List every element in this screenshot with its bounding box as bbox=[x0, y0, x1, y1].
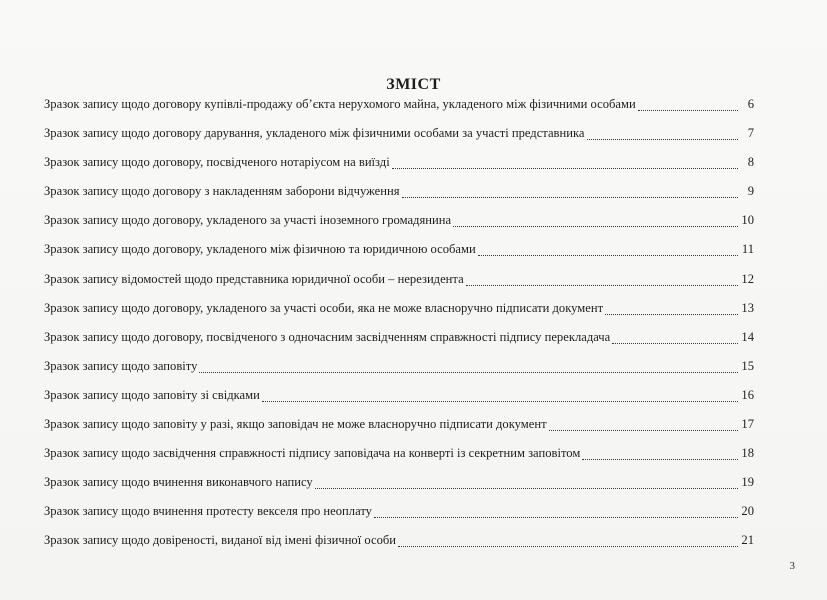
toc-leader-dots bbox=[582, 459, 738, 460]
toc-entry bbox=[44, 504, 754, 522]
toc-leader-dots bbox=[315, 488, 738, 489]
toc-entry bbox=[44, 126, 754, 144]
toc-entry-page: 20 bbox=[741, 504, 754, 519]
toc-entry-text: Зразок запису щодо заповіту у разі, якщо заповідач не може власноручно підписати документ bbox=[44, 417, 547, 432]
toc-leader-dots bbox=[638, 110, 738, 111]
toc-entry bbox=[44, 155, 754, 173]
toc-entry-text: Зразок запису щодо вчинення виконавчого напису bbox=[44, 475, 313, 490]
toc-entry-text: Зразок запису щодо договору дарування, укладеного між фізичними особами за участі представника bbox=[44, 126, 585, 141]
toc-leader-dots bbox=[612, 343, 738, 344]
page-title: ЗМІСТ bbox=[386, 76, 441, 93]
toc-entry-text: Зразок запису щодо заповіту зі свідками bbox=[44, 387, 260, 402]
toc-entry-page: 15 bbox=[741, 358, 754, 373]
toc-entry-page: 17 bbox=[741, 417, 754, 432]
toc-entry-text: Зразок запису щодо договору, укладеного за участі іноземного громадянина bbox=[44, 213, 452, 228]
toc-leader-dots bbox=[453, 226, 738, 227]
toc-entry bbox=[44, 533, 754, 551]
toc-entry-text: Зразок запису відомостей щодо представника юридичної особи – нерезидента bbox=[44, 271, 464, 286]
toc-leader-dots bbox=[398, 546, 738, 547]
toc-leader-dots bbox=[466, 285, 738, 286]
toc-entry-text: Зразок запису щодо довіреності, виданої від імені фізичної особи bbox=[44, 533, 397, 548]
toc-entry-page: 19 bbox=[741, 475, 754, 490]
toc-entry-page: 14 bbox=[741, 329, 754, 344]
toc-entry bbox=[44, 97, 754, 115]
toc-entry bbox=[44, 475, 754, 493]
page-number: 3 bbox=[789, 560, 795, 572]
toc-entry bbox=[44, 388, 754, 406]
toc-entry-text: Зразок запису щодо договору з накладенням заборони відчуження bbox=[44, 184, 400, 199]
toc-entry-page: 6 bbox=[747, 97, 754, 111]
toc-entry bbox=[44, 242, 754, 260]
toc-entry bbox=[44, 213, 754, 231]
toc-leader-dots bbox=[402, 197, 738, 198]
toc-leader-dots bbox=[392, 168, 738, 169]
toc-entry-page: 21 bbox=[741, 533, 754, 548]
toc-entry bbox=[44, 446, 754, 464]
toc-entry-page: 12 bbox=[741, 271, 754, 286]
toc-entry-text: Зразок запису щодо заповіту bbox=[44, 358, 198, 373]
toc-entry-page: 16 bbox=[741, 387, 754, 402]
toc-entry-page: 8 bbox=[747, 155, 754, 170]
toc-leader-dots bbox=[478, 255, 738, 256]
toc-entry-page: 7 bbox=[747, 126, 754, 141]
toc-entry bbox=[44, 184, 754, 202]
toc-entry-page: 9 bbox=[747, 184, 754, 199]
toc-entry-text: Зразок запису щодо договору, посвідченого нотаріусом на виїзді bbox=[44, 155, 390, 170]
toc-leader-dots bbox=[262, 401, 738, 402]
toc-leader-dots bbox=[587, 139, 739, 140]
toc-entry-page: 13 bbox=[741, 300, 754, 315]
toc-entry-text: Зразок запису щодо договору, укладеного за участі особи, яка не може власноручно підписати документ bbox=[44, 300, 604, 315]
toc-entry-page: 18 bbox=[741, 446, 754, 461]
toc-entry bbox=[44, 301, 754, 319]
toc-leader-dots bbox=[605, 314, 738, 315]
toc-entry-text: Зразок запису щодо вчинення протесту векселя про неоплату bbox=[44, 504, 372, 519]
toc-entry bbox=[44, 359, 754, 377]
toc-leader-dots bbox=[199, 372, 738, 373]
table-of-contents bbox=[44, 97, 754, 563]
toc-entry bbox=[44, 330, 754, 348]
toc-leader-dots bbox=[374, 517, 738, 518]
toc-entry-page: 10 bbox=[741, 213, 754, 228]
toc-entry bbox=[44, 417, 754, 435]
toc-entry-text: Зразок запису щодо договору купівлі-продажу об’єкта нерухомого майна, укладеного між фізичними особами bbox=[44, 97, 636, 111]
toc-entry-page: 11 bbox=[741, 242, 754, 257]
toc-entry-text: Зразок запису щодо договору, укладеного між фізичною та юридичною особами bbox=[44, 242, 476, 257]
toc-entry-text: Зразок запису щодо договору, посвідченого з одночасним засвідченням справжності підпису перекладача bbox=[44, 329, 611, 344]
toc-leader-dots bbox=[549, 430, 738, 431]
toc-entry bbox=[44, 272, 754, 290]
toc-entry-text: Зразок запису щодо засвідчення справжності підпису заповідача на конверті із секретним заповітом bbox=[44, 446, 581, 461]
